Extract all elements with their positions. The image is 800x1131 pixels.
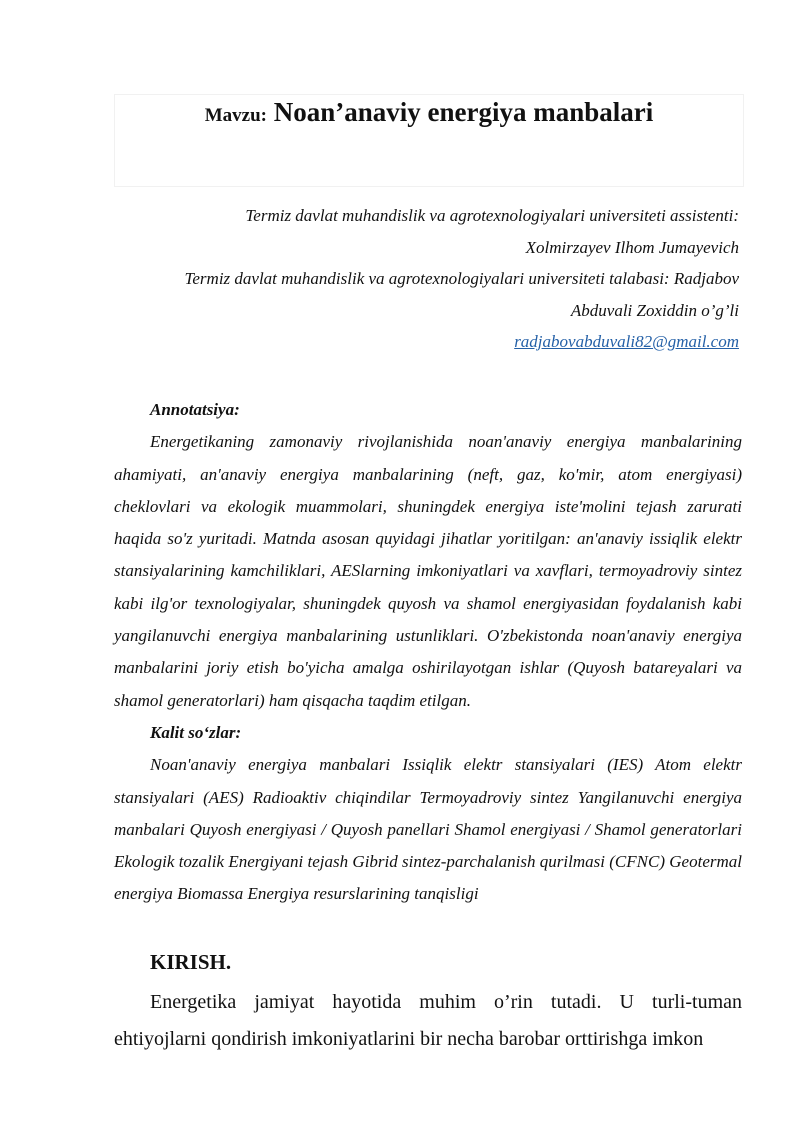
author-block bbox=[114, 200, 739, 358]
keywords-text: Noan'anaviy energiya manbalari Issiqlik elektr stansiyalari (IES) Atom elektr stansiyalari (AES) Radioaktiv chiqindilar Termoyadroviy sintez Yangilanuvchi energiya manbalari Quyosh energiyasi / Quyosh panellari Shamol energiyasi / Shamol generatorlari Ekologik tozalik Energiyani tejash Gibrid sintez-parchalanish qurilmasi (CFNC) Geotermal energiya Biomassa Energiya resurslarining tanqisligi bbox=[114, 755, 742, 904]
author-affiliation-1: Termiz davlat muhandislik va agrotexnologiyalari universiteti assistenti: bbox=[245, 206, 739, 225]
title-text: Noan’anaviy energiya manbalari bbox=[273, 97, 654, 127]
annotation-text: Energetikaning zamonaviy rivojlanishida noan'anaviy energiya manbalarining ahamiyati, an'anaviy energiya manbalarining (neft, gaz, ko'mir, atom energiyasi) cheklovlari va ekologik muammolari, shuningdek energiya iste'molini tejash zarurati haqida so'z yuritadi. Matnda asosan quyidagi jihatlar yoritilgan: an'anaviy issiqlik elektr stansiyalarining kamchiliklari, AESlarning imkoniyatlari va xavflari, termoyadroviy sintez kabi ilg'or texnologiyalar, shuningdek quyosh va shamol energiyasidan foydalanish kabi yangilanuvchi energiya manbalarining ustunliklari. O'zbekistonda noan'anaviy energiya manbalarini joriy etish bo'yicha amalga oshirilayotgan ishlar (Quyosh batareyalari va shamol generatorlari) ham qisqacha taqdim etilgan. bbox=[114, 432, 742, 710]
author-name-1: Xolmirzayev Ilhom Jumayevich bbox=[525, 237, 739, 257]
annotation-heading: Annotatsiya: bbox=[150, 400, 240, 419]
keywords-heading: Kalit so‘zlar: bbox=[150, 722, 242, 742]
introduction-heading: KIRISH. bbox=[150, 950, 232, 974]
author-email-link[interactable]: radjabovabduvali82@gmail.com bbox=[514, 332, 739, 351]
author-name-2: Abduvali Zoxiddin o’g’li bbox=[570, 300, 739, 320]
title-box bbox=[114, 94, 744, 187]
title-prefix: Mavzu: bbox=[204, 105, 267, 126]
annotation-section bbox=[114, 394, 742, 911]
author-affiliation-2: Termiz davlat muhandislik va agrotexnologiyalari universiteti talabasi: Radjabov bbox=[184, 269, 739, 288]
introduction-text: Energetika jamiyat hayotida muhim o’rin tutadi. U turli-tuman ehtiyojlarni qondirish imkoniyatlarini bir necha barobar orttirishga imkon bbox=[114, 991, 742, 1050]
document-title bbox=[115, 95, 743, 133]
